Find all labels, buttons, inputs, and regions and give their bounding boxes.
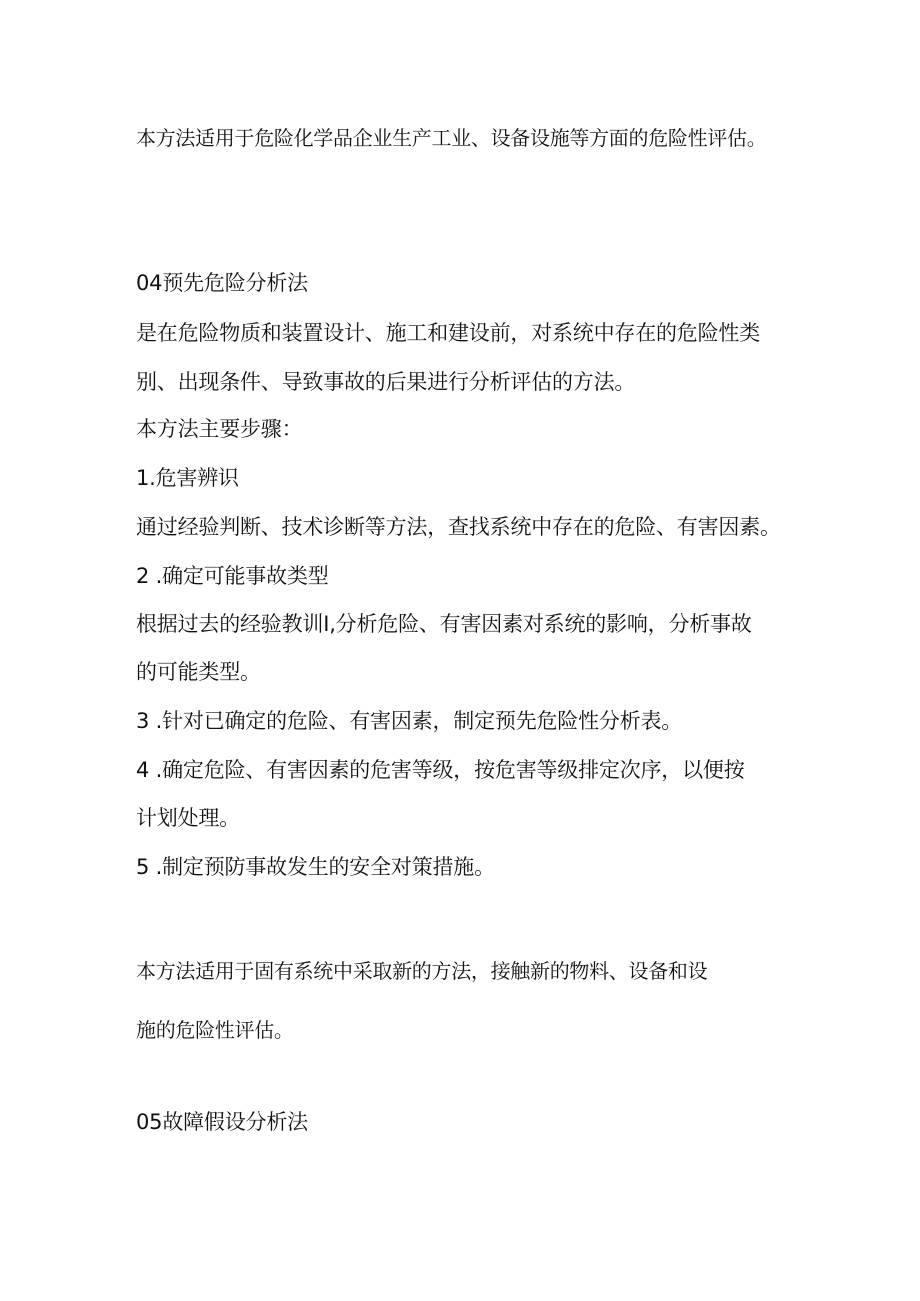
step-4-line-2: 计划处理。: [136, 806, 240, 830]
step-2-body-line-2: 的可能类型。: [136, 660, 261, 684]
applicability-line-1: 本方法适用于固有系统中采取新的方法，接触新的物料、设备和设: [136, 959, 708, 983]
step-4-line-1: 4 .确定危险、有害因素的危害等级，按危害等级排定次序，以便按: [136, 758, 745, 782]
steps-intro: 本方法主要步骤：: [136, 417, 303, 441]
step-1-title: 1.危害辨识: [136, 466, 239, 490]
section-04-definition-line-2: 别、出现条件、导致事故的后果进行分析评估的方法。: [136, 370, 636, 394]
step-2-body-line-1: 根据过去的经验教训I,分析危险、有害因素对系统的影响，分析事故: [136, 612, 752, 636]
section-04-heading: 04预先危险分析法: [136, 271, 308, 295]
step-3: 3 .针对已确定的危险、有害因素，制定预先危险性分析表。: [136, 709, 683, 733]
step-1-body: 通过经验判断、技术诊断等方法，查找系统中存在的危险、有害因素。: [136, 515, 781, 539]
step-2-title: 2 .确定可能事故类型: [136, 564, 329, 588]
step-5: 5 .制定预防事故发生的安全对策措施。: [136, 855, 495, 879]
applicability-line-2: 施的危险性评估。: [136, 1018, 294, 1042]
intro-note: 本方法适用于危险化学品企业生产工业、设备设施等方面的危险性评估。: [136, 126, 767, 150]
section-04-definition-line-1: 是在危险物质和装置设计、施工和建设前，对系统中存在的危险性类: [136, 321, 760, 345]
section-05-heading: 05故障假设分析法: [136, 1110, 308, 1134]
